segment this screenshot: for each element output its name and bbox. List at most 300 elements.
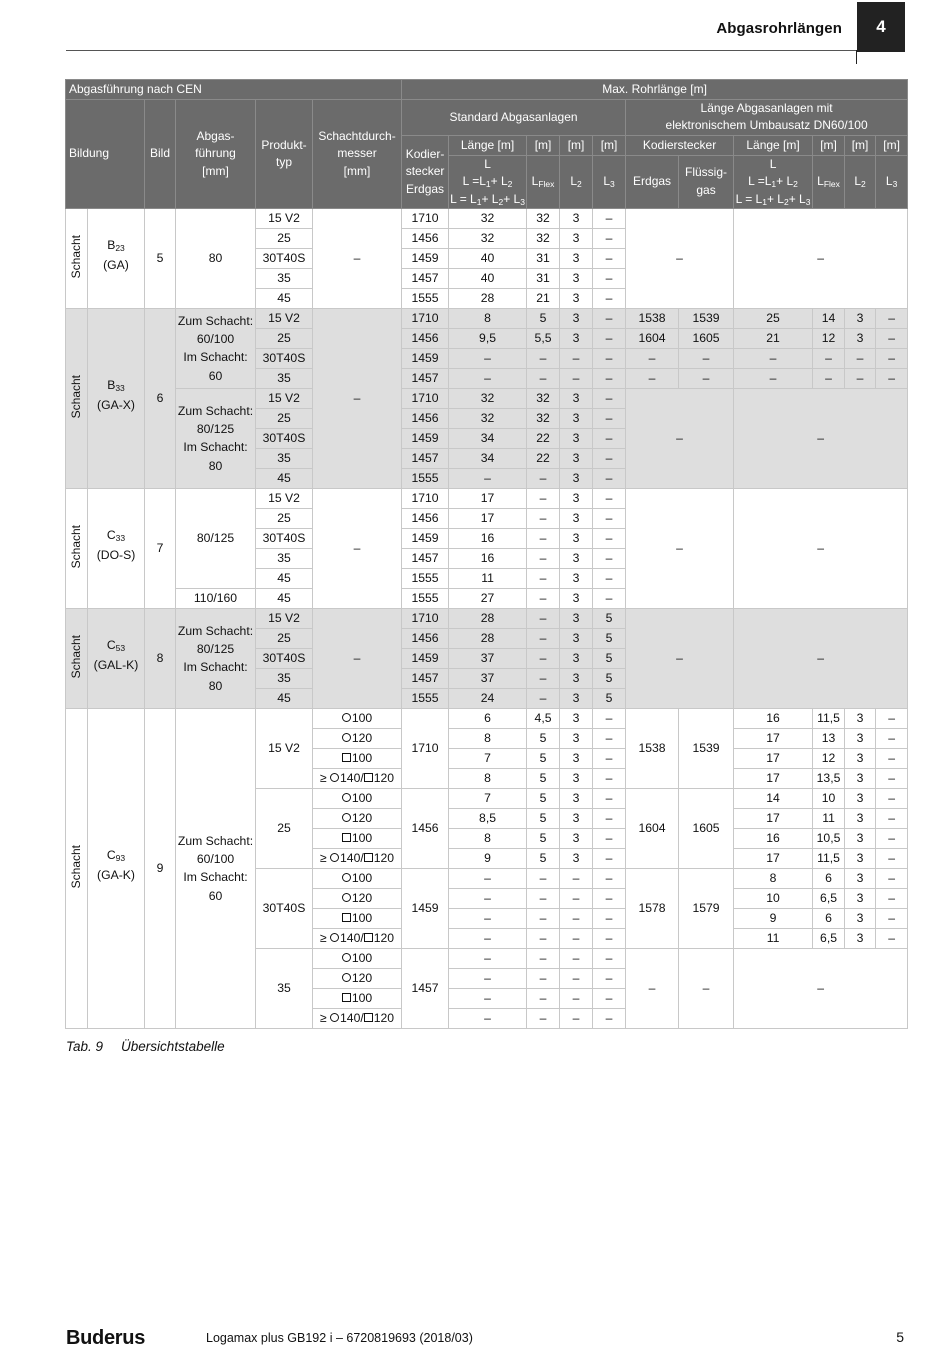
- table-cell: 1710: [402, 608, 449, 628]
- table-cell: 3: [845, 868, 876, 888]
- table-cell: 100: [313, 828, 402, 848]
- table-cell: 3: [560, 488, 593, 508]
- table-cell: 32: [527, 228, 560, 248]
- circle-icon: [342, 813, 351, 822]
- table-cell: 32: [527, 388, 560, 408]
- header-formula-e: L $L =L_1+ L_2$ $L = L_1+ L_2+ L_3$: [734, 155, 813, 208]
- table-cell: 17: [449, 508, 527, 528]
- table-cell: –: [593, 568, 626, 588]
- table-cell: –: [876, 808, 908, 828]
- table-cell: –: [876, 768, 908, 788]
- bildung-c33: $C_{33}$ (DO-S): [88, 488, 145, 608]
- table-cell: –: [734, 488, 908, 608]
- bildung-c93: $C_{93}$ (GA-K): [88, 708, 145, 1028]
- table-cell: 30T40S: [256, 528, 313, 548]
- table-cell: 1456: [402, 228, 449, 248]
- table-cell: –: [593, 388, 626, 408]
- table-cell: 14: [813, 308, 845, 328]
- table-row: [66, 208, 908, 228]
- table-cell: 3: [560, 548, 593, 568]
- table-cell: –: [876, 308, 908, 328]
- table-cell: 1605: [679, 328, 734, 348]
- circle-icon: [330, 1013, 339, 1022]
- table-cell: 8: [449, 768, 527, 788]
- table-cell: –: [313, 308, 402, 488]
- table-cell: –: [527, 568, 560, 588]
- table-cell: –: [876, 368, 908, 388]
- table-cell: –: [876, 748, 908, 768]
- table-cell: 1459: [402, 248, 449, 268]
- table-cell: 1456: [402, 408, 449, 428]
- table-cell: 1459: [402, 528, 449, 548]
- table-cell: –: [593, 308, 626, 328]
- table-cell: –: [734, 388, 908, 488]
- table-header: [66, 80, 908, 209]
- table-cell: 3: [845, 728, 876, 748]
- table-cell: 1710: [402, 208, 449, 228]
- table-cell: –: [560, 968, 593, 988]
- table-cell: 100: [313, 748, 402, 768]
- table-cell: 1459: [402, 868, 449, 948]
- table-cell: 8: [449, 728, 527, 748]
- table-cell: 11: [734, 928, 813, 948]
- table-cell: 9: [734, 908, 813, 928]
- abgas-cell: Zum Schacht: 80/125 Im Schacht: 80: [176, 388, 256, 488]
- table-cell: –: [313, 488, 402, 608]
- table-cell: 31: [527, 268, 560, 288]
- table-cell: 5: [593, 648, 626, 668]
- table-cell: 24: [449, 688, 527, 708]
- table-cell: 100: [313, 908, 402, 928]
- table-cell: 30T40S: [256, 248, 313, 268]
- table-cell: 1710: [402, 388, 449, 408]
- table-cell: 6: [449, 708, 527, 728]
- table-cell: 1538: [626, 308, 679, 328]
- bildung-c53: $C_{53}$ (GAL-K): [88, 608, 145, 708]
- table-cell: 35: [256, 368, 313, 388]
- table-cell: 6,5: [813, 888, 845, 908]
- table-cell: –: [527, 508, 560, 528]
- buderus-logo: Buderus: [66, 1327, 146, 1349]
- overview-table: [65, 79, 908, 1029]
- table-cell: 8: [449, 308, 527, 328]
- header-erdgas: Erdgas: [626, 155, 679, 208]
- table-cell: –: [876, 888, 908, 908]
- table-row: [66, 388, 908, 408]
- table-cell: 22: [527, 428, 560, 448]
- table-cell: 32: [527, 208, 560, 228]
- table-cell: –: [876, 708, 908, 728]
- table-cell: –: [527, 628, 560, 648]
- table-cell: –: [593, 348, 626, 368]
- page-number: 5: [896, 1329, 904, 1345]
- header-fluessiggas: Flüssig- gas: [679, 155, 734, 208]
- table-cell: 3: [560, 408, 593, 428]
- table-cell: 1555: [402, 568, 449, 588]
- table-cell: –: [876, 328, 908, 348]
- table-cell: 37: [449, 668, 527, 688]
- header-lflex: $L_{Flex}$: [527, 155, 560, 208]
- table-cell: –: [626, 348, 679, 368]
- table-cell: –: [679, 368, 734, 388]
- table-cell: 13: [813, 728, 845, 748]
- table-cell: 1457: [402, 268, 449, 288]
- header-formula: L $L =L_1+ L_2$ $L = L_1+ L_2+ L_3$: [450, 156, 525, 207]
- header-rule-tick: [856, 50, 857, 64]
- page-section-title: Abgasrohrlängen: [716, 20, 842, 37]
- table-cell: –: [593, 828, 626, 848]
- table-cell: 3: [560, 288, 593, 308]
- table-cell: –: [527, 488, 560, 508]
- circle-icon: [330, 933, 339, 942]
- header-rule: [66, 50, 856, 51]
- table-cell: 32: [449, 208, 527, 228]
- table-cell: 1459: [402, 648, 449, 668]
- table-cell: 3: [845, 768, 876, 788]
- table-cell: 3: [560, 568, 593, 588]
- table-cell: 3: [845, 928, 876, 948]
- bild-cell: 6: [145, 308, 176, 488]
- header-produkttyp: Produkt- typ: [256, 100, 313, 209]
- header-laenge: Länge [m]: [449, 135, 527, 155]
- table-cell: 1457: [402, 448, 449, 468]
- table-cell: 5,5: [527, 328, 560, 348]
- table-cell: 35: [256, 548, 313, 568]
- square-icon: [364, 1013, 373, 1022]
- table-cell: –: [593, 888, 626, 908]
- table-cell: 7: [449, 748, 527, 768]
- circle-icon: [330, 773, 339, 782]
- table-cell: –: [593, 408, 626, 428]
- table-cell: 32: [527, 408, 560, 428]
- table-cell: –: [626, 368, 679, 388]
- header-abgasfuehrung: Abgas- führung [mm]: [176, 100, 256, 209]
- table-row: [66, 608, 908, 628]
- table-cell: 9: [449, 848, 527, 868]
- table-cell: –: [876, 868, 908, 888]
- header-lflex-e: $L_{Flex}$: [813, 155, 845, 208]
- table-cell: –: [593, 428, 626, 448]
- table-cell: –: [449, 968, 527, 988]
- table-caption: Tab. 9 Übersichtstabelle: [66, 1039, 225, 1054]
- table-cell: –: [449, 988, 527, 1008]
- table-cell: –: [560, 1008, 593, 1028]
- table-cell: 15 V2: [256, 308, 313, 328]
- table-cell: 16: [734, 708, 813, 728]
- table-cell: –: [527, 948, 560, 968]
- table-cell: –: [527, 688, 560, 708]
- table-cell: 14: [734, 788, 813, 808]
- table-cell: 28: [449, 288, 527, 308]
- table-cell: 3: [560, 748, 593, 768]
- table-cell: –: [876, 348, 908, 368]
- table-cell: 120: [313, 808, 402, 828]
- table-cell: –: [876, 928, 908, 948]
- table-cell: 17: [734, 728, 813, 748]
- table-cell: 120: [313, 968, 402, 988]
- table-cell: –: [527, 368, 560, 388]
- header-l3-e: $L_3$: [876, 155, 908, 208]
- table-cell: –: [593, 948, 626, 968]
- table-cell: 3: [560, 728, 593, 748]
- bild-cell: 8: [145, 608, 176, 708]
- header-standard: Standard Abgasanlagen: [402, 100, 626, 136]
- table-cell: 1555: [402, 468, 449, 488]
- table-cell: –: [527, 528, 560, 548]
- table-cell: 3: [560, 828, 593, 848]
- table-cell: 32: [449, 408, 527, 428]
- table-cell: –: [449, 468, 527, 488]
- header-max-length: Max. Rohrlänge [m]: [402, 80, 908, 100]
- table-cell: 31: [527, 248, 560, 268]
- table-cell: 16: [449, 548, 527, 568]
- bild-cell: 9: [145, 708, 176, 1028]
- table-cell: –: [734, 348, 813, 368]
- abgas-cell: 80/125: [176, 488, 256, 588]
- table-cell: 10: [734, 888, 813, 908]
- header-elektronisch: Länge Abgasanlagen mit elektronischem Umbausatz DN60/100: [626, 100, 908, 136]
- table-cell: –: [734, 608, 908, 708]
- table-cell: –: [593, 508, 626, 528]
- table-cell: 35: [256, 948, 313, 1028]
- table-cell: 45: [256, 588, 313, 608]
- table-cell: 15 V2: [256, 388, 313, 408]
- table-cell: 1710: [402, 308, 449, 328]
- table-cell: –: [449, 888, 527, 908]
- table-cell: –: [560, 908, 593, 928]
- table-cell: –: [560, 988, 593, 1008]
- table-cell: 28: [449, 628, 527, 648]
- table-cell: 34: [449, 448, 527, 468]
- table-cell: 3: [560, 848, 593, 868]
- table-cell: 8,5: [449, 808, 527, 828]
- table-cell: –: [876, 828, 908, 848]
- table-cell: ≥ 140/ 120: [313, 768, 402, 788]
- table-cell: 35: [256, 668, 313, 688]
- table-cell: 25: [256, 628, 313, 648]
- table-cell: –: [560, 348, 593, 368]
- abgas-cell: Zum Schacht: 60/100 Im Schacht: 60: [176, 708, 256, 1028]
- table-cell: –: [527, 588, 560, 608]
- table-cell: –: [449, 368, 527, 388]
- table-cell: –: [593, 768, 626, 788]
- abgas-cell: Zum Schacht: 60/100 Im Schacht: 60: [176, 308, 256, 388]
- table-cell: 45: [256, 688, 313, 708]
- table-cell: –: [560, 888, 593, 908]
- table-cell: 6: [813, 868, 845, 888]
- table-cell: 1456: [402, 788, 449, 868]
- table-cell: –: [593, 588, 626, 608]
- table-cell: 3: [560, 468, 593, 488]
- table-cell: 100: [313, 708, 402, 728]
- table-cell: 3: [845, 908, 876, 928]
- table-cell: –: [626, 388, 734, 488]
- table-cell: –: [734, 948, 908, 1028]
- table-cell: 1539: [679, 708, 734, 788]
- table-cell: –: [593, 528, 626, 548]
- table-cell: 1456: [402, 508, 449, 528]
- header-laenge-e: Länge [m]: [734, 135, 813, 155]
- table-cell: –: [876, 728, 908, 748]
- table-cell: –: [593, 248, 626, 268]
- table-cell: –: [876, 788, 908, 808]
- table-cell: 30T40S: [256, 348, 313, 368]
- header-m-l2: [m]: [560, 135, 593, 155]
- table-cell: 1604: [626, 788, 679, 868]
- square-icon: [342, 833, 351, 842]
- table-cell: –: [527, 468, 560, 488]
- table-cell: 5: [527, 748, 560, 768]
- header-m-l2-e: [m]: [845, 135, 876, 155]
- table-cell: –: [876, 848, 908, 868]
- table-cell: –: [560, 868, 593, 888]
- table-cell: –: [593, 268, 626, 288]
- table-cell: ≥ 140/ 120: [313, 848, 402, 868]
- header-l3: $L_3$: [593, 155, 626, 208]
- table-cell: 3: [560, 448, 593, 468]
- table-cell: –: [449, 868, 527, 888]
- table-cell: 16: [734, 828, 813, 848]
- abgas-cell: Zum Schacht: 80/125 Im Schacht: 80: [176, 608, 256, 708]
- table-cell: 1457: [402, 368, 449, 388]
- table-cell: –: [449, 348, 527, 368]
- table-cell: –: [813, 348, 845, 368]
- header-cen: Abgasführung nach CEN: [66, 80, 402, 100]
- table-cell: 3: [560, 228, 593, 248]
- table-cell: 30T40S: [256, 868, 313, 948]
- table-cell: 11: [813, 808, 845, 828]
- table-cell: 25: [256, 228, 313, 248]
- circle-icon: [342, 793, 351, 802]
- table-cell: –: [593, 368, 626, 388]
- table-cell: 5: [527, 848, 560, 868]
- table-cell: 8: [734, 868, 813, 888]
- table-cell: –: [527, 648, 560, 668]
- table-cell: 1555: [402, 688, 449, 708]
- table-cell: –: [593, 228, 626, 248]
- header-l2: $L_2$: [560, 155, 593, 208]
- table-cell: –: [527, 348, 560, 368]
- table-cell: 100: [313, 868, 402, 888]
- table-cell: 100: [313, 788, 402, 808]
- table-cell: 16: [449, 528, 527, 548]
- table-cell: 1457: [402, 948, 449, 1028]
- table-cell: 5: [593, 668, 626, 688]
- bild-cell: 7: [145, 488, 176, 608]
- table-cell: 3: [845, 708, 876, 728]
- table-cell: 1456: [402, 328, 449, 348]
- table-cell: 17: [734, 808, 813, 828]
- table-cell: –: [626, 488, 734, 608]
- table-cell: 25: [256, 328, 313, 348]
- table-cell: 15 V2: [256, 708, 313, 788]
- table-cell: 1578: [626, 868, 679, 948]
- table-cell: 28: [449, 608, 527, 628]
- table-cell: 7: [449, 788, 527, 808]
- schacht-label: Schacht: [66, 308, 88, 488]
- schacht-label: Schacht: [66, 488, 88, 608]
- bildung-b23: $B_{23}$ (GA): [88, 208, 145, 308]
- table-cell: 1459: [402, 348, 449, 368]
- table-cell: 3: [560, 588, 593, 608]
- table-cell: 5: [527, 768, 560, 788]
- table-cell: 32: [449, 388, 527, 408]
- table-cell: 120: [313, 888, 402, 908]
- table-cell: –: [679, 948, 734, 1028]
- table-cell: 3: [560, 208, 593, 228]
- table-row: [66, 308, 908, 328]
- table-cell: –: [626, 208, 734, 308]
- table-cell: 3: [845, 788, 876, 808]
- table-cell: 40: [449, 248, 527, 268]
- table-cell: 15 V2: [256, 208, 313, 228]
- table-cell: –: [527, 868, 560, 888]
- table-cell: 3: [845, 748, 876, 768]
- table-cell: 25: [256, 408, 313, 428]
- table-cell: 21: [527, 288, 560, 308]
- table-cell: –: [734, 368, 813, 388]
- table-cell: 5: [527, 728, 560, 748]
- table-cell: 11: [449, 568, 527, 588]
- header-m-lflex-e: [m]: [813, 135, 845, 155]
- table-cell: 1605: [679, 788, 734, 868]
- table-cell: 1459: [402, 428, 449, 448]
- square-icon: [342, 913, 351, 922]
- table-cell: –: [560, 368, 593, 388]
- table-cell: 3: [560, 808, 593, 828]
- table-cell: 3: [560, 668, 593, 688]
- table-cell: –: [593, 728, 626, 748]
- table-cell: –: [593, 288, 626, 308]
- header-kodierstecker-erdgas: Kodier- stecker Erdgas: [402, 135, 449, 208]
- table-cell: 6: [813, 908, 845, 928]
- table-cell: 3: [845, 848, 876, 868]
- table-cell: 35: [256, 448, 313, 468]
- table-cell: –: [593, 848, 626, 868]
- table-cell: 11,5: [813, 708, 845, 728]
- table-cell: 3: [845, 828, 876, 848]
- table-cell: 25: [256, 788, 313, 868]
- table-cell: 4,5: [527, 708, 560, 728]
- table-cell: –: [593, 808, 626, 828]
- table-cell: 25: [734, 308, 813, 328]
- table-cell: 5: [527, 828, 560, 848]
- abgas-cell: 80: [176, 208, 256, 308]
- bild-cell: 5: [145, 208, 176, 308]
- table-cell: –: [734, 208, 908, 308]
- table-cell: 45: [256, 468, 313, 488]
- table-cell: 1456: [402, 628, 449, 648]
- table-cell: –: [449, 1008, 527, 1028]
- table-cell: 3: [560, 628, 593, 648]
- table-cell: 40: [449, 268, 527, 288]
- table-cell: –: [845, 348, 876, 368]
- table-cell: 8: [449, 828, 527, 848]
- table-cell: –: [593, 208, 626, 228]
- table-row: [66, 708, 908, 728]
- table-cell: 3: [560, 248, 593, 268]
- table-cell: 1579: [679, 868, 734, 948]
- table-cell: 45: [256, 568, 313, 588]
- table-cell: 5: [593, 628, 626, 648]
- table-cell: –: [560, 948, 593, 968]
- table-cell: ≥ 140/ 120: [313, 1008, 402, 1028]
- table-cell: –: [527, 928, 560, 948]
- table-cell: –: [527, 608, 560, 628]
- table-cell: –: [593, 488, 626, 508]
- table-cell: 3: [560, 768, 593, 788]
- header-m-lflex: [m]: [527, 135, 560, 155]
